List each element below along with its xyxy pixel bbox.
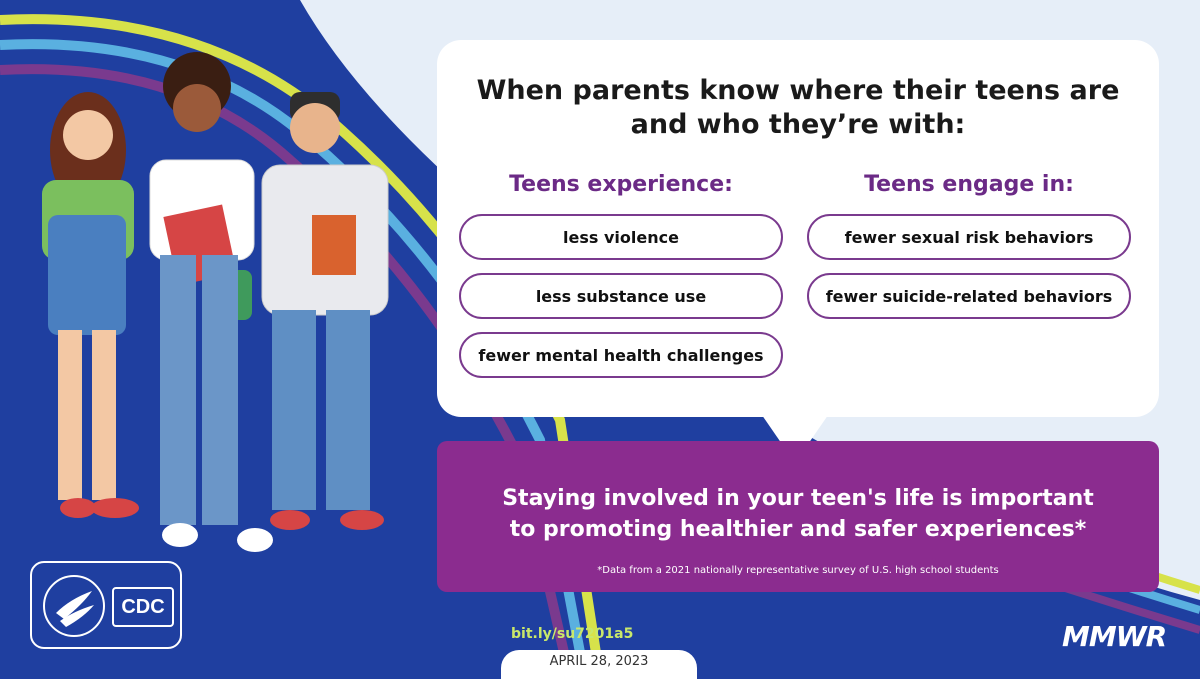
outcome-pill: less substance use [459, 273, 783, 319]
outcome-pill: fewer suicide-related behaviors [807, 273, 1131, 319]
outcome-pill: less violence [459, 214, 783, 260]
info-card [437, 40, 1159, 417]
key-message-line-2: to promoting healthier and safer experiences* [509, 517, 1087, 542]
mmwr-logo: MMWR [1062, 620, 1167, 653]
publication-date: APRIL 28, 2023 [501, 650, 697, 679]
headline-line-2: and who they’re with: [630, 109, 966, 140]
short-link[interactable]: bit.ly/su7201a5 [511, 626, 634, 642]
teen-boy-right-figure [262, 92, 388, 530]
hhs-eagle-icon [42, 571, 106, 641]
outcome-pill: fewer sexual risk behaviors [807, 214, 1131, 260]
headline [437, 74, 1159, 142]
teen-girl-left-figure [42, 92, 139, 518]
column-title-experience: Teens experience: [509, 172, 733, 197]
cdc-logo-box [30, 561, 182, 649]
key-message-line-1: Staying involved in your teen's life is important [502, 486, 1094, 511]
teens-illustration [0, 0, 420, 560]
data-footnote: *Data from a 2021 nationally representative survey of U.S. high school students [597, 565, 999, 576]
teen-girl-center-figure [150, 52, 273, 552]
column-title-engage: Teens engage in: [864, 172, 1074, 197]
outcome-pill: fewer mental health challenges [459, 332, 783, 378]
key-message-banner [437, 441, 1159, 592]
headline-line-1: When parents know where their teens are [476, 75, 1120, 106]
cdc-logo-icon: CDC [112, 587, 174, 627]
key-message [437, 483, 1159, 545]
